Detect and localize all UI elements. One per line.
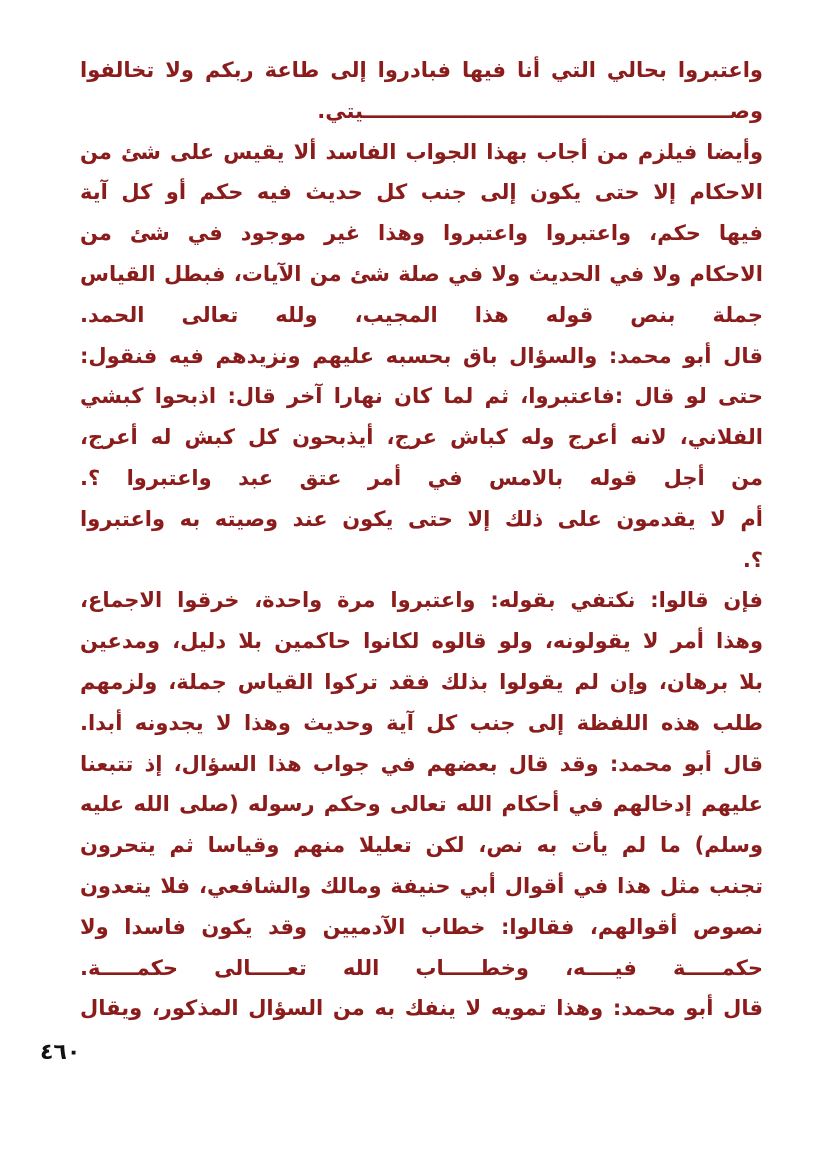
text-line: قال أبو محمد: والسؤال باق بحسبه عليهم ونزيدهم فيه فنقول: — [80, 343, 763, 368]
text-line: وأيضا فيلزم من أجاب بهذا الجواب الفاسد ألا يقيس على شئ من — [80, 139, 763, 164]
text-line: قال أبو محمد: وهذا تمويه لا ينفك به من السؤال المذكور، ويقال — [80, 996, 763, 1021]
text-line: عليهم إدخالهم في أحكام الله تعالى وحكم رسوله (صلى الله عليه — [80, 792, 763, 817]
page-number: ٤٦٠ — [40, 1040, 81, 1065]
text-line: جملة بنص قوله هذا المجيب، ولله تعالى الحمد. — [80, 302, 763, 327]
text-line: فيها حكم، واعتبروا واعتبروا وهذا غير موجود في شئ من — [80, 221, 763, 246]
text-line: من أجل قوله بالامس في أمر عتق عبد واعتبروا ؟. — [80, 465, 763, 490]
text-line: طلب هذه اللفظة إلى جنب كل آية وحديث وهذا لا يجدونه أبدا. — [80, 710, 763, 735]
text-line: بلا برهان، وإن لم يقولوا بذلك فقد تركوا القياس جملة، ولزمهم — [80, 669, 763, 694]
text-line: تجنب مثل هذا في أقوال أبي حنيفة ومالك والشافعي، فلا يتعدون — [80, 873, 763, 898]
body-text — [80, 50, 763, 1029]
text-line: فإن قالوا: نكتفي بقوله: واعتبروا مرة واحدة، خرقوا الاجماع، — [80, 588, 763, 613]
text-line: واعتبروا بحالي التي أنا فيها فبادروا إلى طاعة ربكم ولا تخالفوا — [80, 58, 763, 82]
text-line: ؟. — [742, 547, 763, 572]
text-line: الاحكام ولا في الحديث ولا في صلة شئ من الآيات، فبطل القياس — [80, 261, 763, 286]
text-line: الفلاني، لانه أعرج وله كباش عرج، أيذبحون كل كبش له أعرج، — [80, 425, 763, 450]
text-line: الاحكام إلا حتى يكون إلى جنب كل حديث فيه حكم أو كل آية — [80, 180, 763, 205]
text-line: نصوص أقوالهم، فقالوا: خطاب الآدميين وقد يكون فاسدا ولا — [80, 914, 763, 939]
text-line: أم لا يقدمون على ذلك إلا حتى يكون عند وصيته به واعتبروا — [80, 506, 763, 531]
text-line: وهذا أمر لا يقولونه، ولو قالوه لكانوا حاكمين بلا دليل، ومدعين — [80, 629, 763, 654]
text-line: حتى لو قال :فاعتبروا، ثم لما كان نهارا آخر قال: اذبحوا كبشي — [80, 384, 763, 409]
text-line: وسلم) ما لم يأت به نص، لكن تعليلا منهم وقياسا ثم يتحرون — [80, 833, 763, 858]
text-line: حكمـــــة فيــــه، وخطـــــاب الله تعـــــالى حكمـــــة. — [80, 955, 763, 980]
text-line: قال أبو محمد: وقد قال بعضهم في جواب هذا السؤال، إذ تتبعنا — [80, 751, 763, 776]
text-line: وصـــــــــــــــــــــــــــــــــــــــــــــــــــيتي. — [317, 98, 763, 123]
